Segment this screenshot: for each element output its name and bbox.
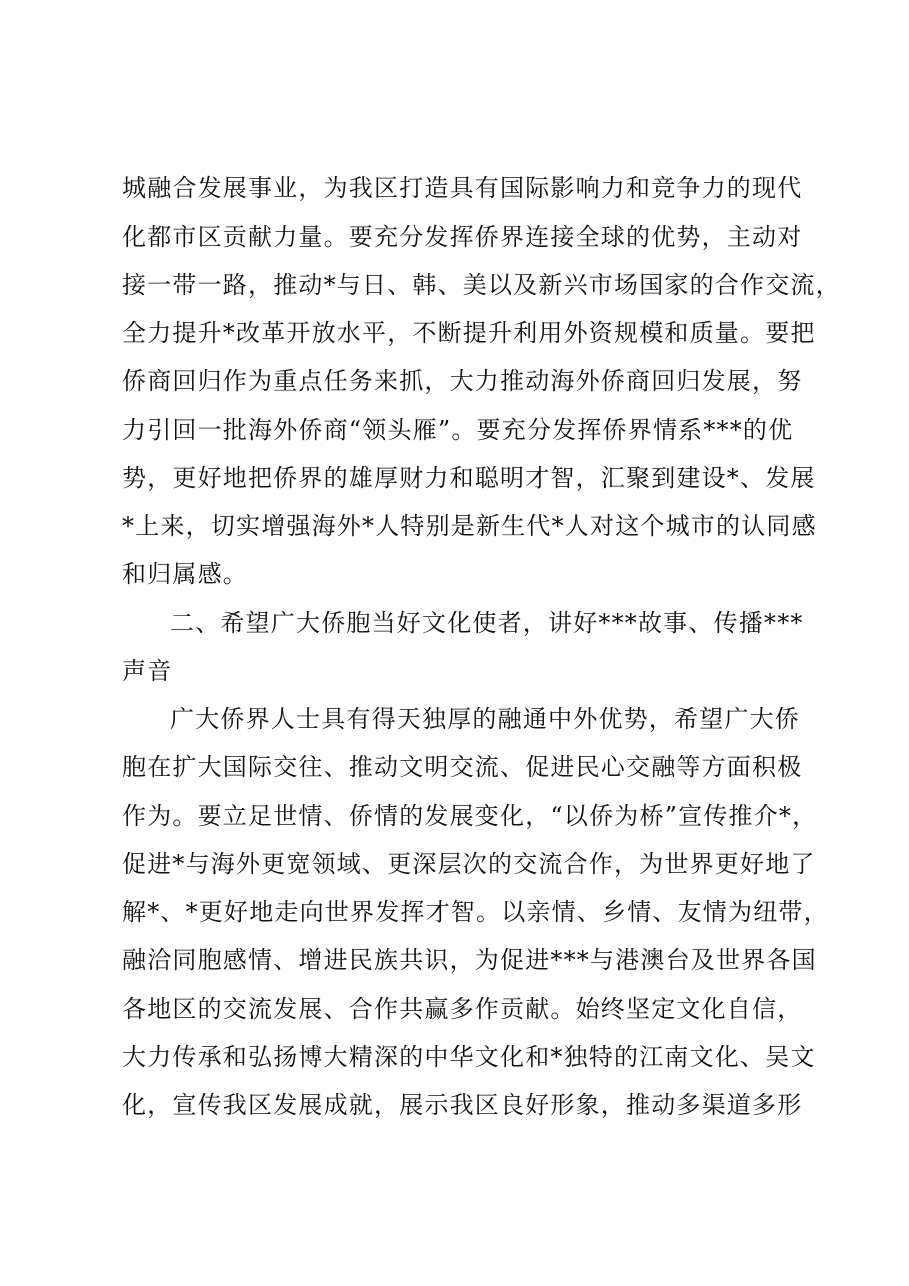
section-heading: 二、希望广大侨胞当好文化使者，讲好***故事、传播***	[170, 609, 804, 637]
section-heading-continued: 声音	[122, 657, 173, 685]
text-line: 胞在扩大国际交往、推动文明交流、促进民心交融等方面积极	[122, 753, 803, 781]
text-line: 化，宣传我区发展成就，展示我区良好形象，推动多渠道多形	[122, 1091, 803, 1119]
text-line: 侨商回归作为重点任务来抓，大力推动海外侨商回归发展，努	[122, 367, 803, 395]
text-line: 城融合发展事业，为我区打造具有国际影响力和竞争力的现代	[122, 174, 803, 202]
text-line: 势，更好地把侨界的雄厚财力和聪明才智，汇聚到建设*、发展	[122, 464, 816, 492]
text-line: 融洽同胞感情、增进民族共识，为促进***与港澳台及世界各国	[122, 946, 817, 974]
text-line: *上来，切实增强海外*人特别是新生代*人对这个城市的认同感	[122, 512, 817, 540]
text-line: 广大侨界人士具有得天独厚的融通中外优势，希望广大侨	[170, 705, 800, 733]
text-line: 促进*与海外更宽领域、更深层次的交流合作，为世界更好地了	[122, 850, 816, 878]
text-line: 化都市区贡献力量。要充分发挥侨界连接全球的优势，主动对	[122, 223, 803, 251]
text-line: 力引回一批海外侨商“领头雁”。要充分发挥侨界情系***的优	[122, 416, 794, 444]
text-line: 大力传承和弘扬博大精深的中华文化和*独特的江南文化、吴文	[122, 1043, 816, 1071]
text-line: 各地区的交流发展、合作共赢多作贡献。始终坚定文化自信，	[122, 995, 803, 1023]
text-line: 全力提升*改革开放水平，不断提升利用外资规模和质量。要把	[122, 319, 816, 347]
text-line: 解*、*更好地走向世界发挥才智。以亲情、乡情、友情为纽带，	[122, 898, 829, 926]
text-line: 接一带一路，推动*与日、韩、美以及新兴市场国家的合作交流，	[122, 271, 841, 299]
text-line: 和归属感。	[122, 560, 248, 588]
text-line: 作为。要立足世情、侨情的发展变化，“以侨为桥”宣传推介*，	[122, 802, 818, 830]
